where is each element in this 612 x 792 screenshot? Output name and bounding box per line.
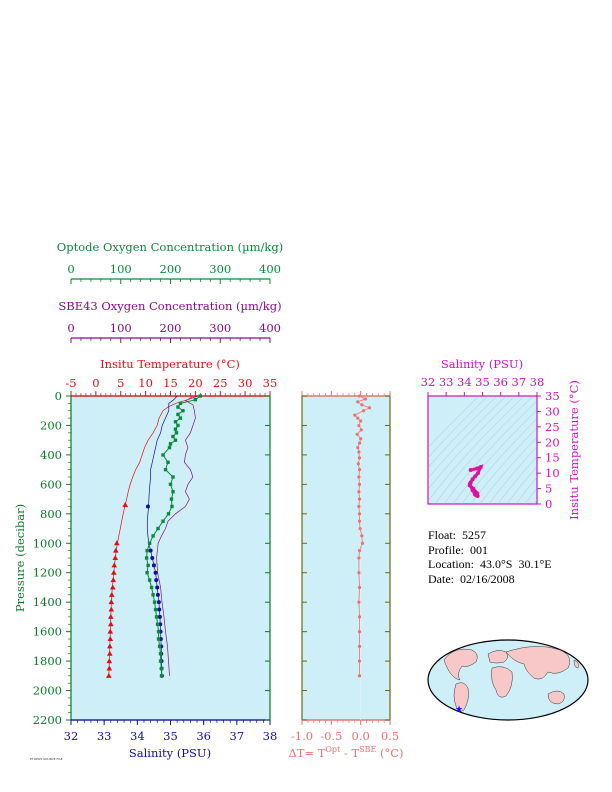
optode-oxygen-point [160,674,163,677]
optode-oxygen-point [157,630,160,633]
optode-oxygen-point [170,505,173,508]
delta-point [358,674,361,677]
temperature-tick-label: -5 [65,376,77,390]
ts-point [476,471,480,475]
salinity-tick-label: 35 [163,729,178,743]
delta-point [368,406,371,409]
pressure-tick-label: 800 [40,506,62,521]
optode-oxygen-point [170,497,173,500]
delta-point [356,400,359,403]
delta-point [358,442,361,445]
salinity-point [150,556,154,560]
optode-oxygen-point [155,615,158,618]
optode-oxygen-point [156,623,159,626]
optode-oxygen-point [160,667,163,670]
salinity-point [152,563,156,567]
optode-oxygen-point [171,490,174,493]
optode-oxygen-point [148,542,151,545]
optode-tick-label: 300 [209,262,232,276]
optode-oxygen-point [175,431,178,434]
sbe-oxygen-axis [58,299,281,343]
temperature-axis-title: Insitu Temperature (°C) [100,357,240,371]
optode-oxygen-point [171,435,174,438]
temperature-tick-label: 5 [117,376,125,390]
salinity-point [146,504,150,508]
salinity-tick-label: 34 [130,729,145,743]
delta-point [364,397,367,400]
ts-y-tick-label: 10 [545,466,560,481]
delta-point [360,428,363,431]
pressure-tick-label: 1200 [32,565,62,580]
delta-point [358,615,361,618]
ts-y-tick-label: 25 [545,419,560,434]
optode-oxygen-point [169,442,172,445]
optode-oxygen-point [158,645,161,648]
ts-x-tick-label: 32 [420,375,436,389]
optode-oxygen-point [151,534,154,537]
optode-oxygen-axis [57,240,283,284]
delta-point [358,394,361,397]
delta-tick-label: -0.5 [320,729,343,743]
delta-point [357,424,360,427]
delta-point [358,659,361,662]
optode-oxygen-point [169,483,172,486]
delta-point [358,468,361,471]
optode-tick-label: 100 [109,262,132,276]
ts-y-tick-label: 15 [545,450,560,465]
delta-point [360,403,363,406]
delta-axis-title: $\Delta T= T^{Opt} - T^{SBE}$ (°C) [288,745,404,760]
salinity-point [149,549,153,553]
temperature-tick-label: 15 [163,376,178,390]
ts-x-tick-label: 34 [457,375,472,389]
optode-oxygen-point [164,468,167,471]
ts-x-tick-label: 37 [511,375,527,389]
delta-point [358,586,361,589]
optode-oxygen-point [171,475,174,478]
delta-point [356,433,359,436]
ts-y-tick-label: 20 [545,435,560,450]
optode-oxygen-point [157,637,160,640]
pressure-tick-label: 200 [40,418,62,433]
temperature-tick-label: 30 [237,376,253,390]
delta-point [357,475,360,478]
delta-point [358,456,361,459]
ts-point [476,494,480,498]
optode-oxygen-point [176,405,179,408]
ts-point [475,467,479,471]
optode-oxygen-point [159,659,162,662]
delta-point [357,601,360,604]
salinity-tick-label: 38 [262,729,278,743]
salinity-point [156,593,160,597]
optode-oxygen-point [153,600,156,603]
optode-oxygen-point [148,578,151,581]
optode-oxygen-point [181,409,184,412]
ts-x-tick-label: 35 [475,375,490,389]
ts-x-tick-label: 38 [529,375,545,389]
salinity-tick-label: 37 [229,729,245,743]
pressure-tick-label: 600 [40,477,62,492]
pressure-tick-label: 1400 [32,595,62,610]
salinity-point [154,571,158,575]
salinity-tick-label: 32 [63,729,79,743]
ts-y-tick-label: 35 [545,389,560,403]
optode-oxygen-point [166,461,169,464]
delta-point [357,571,360,574]
location: Location: 43.0°S 30.1°E [428,557,552,571]
ts-point [473,474,477,478]
optode-tick-label: 0 [67,262,75,276]
ts-y-tick-label: 5 [545,481,553,496]
delta-plot-area [302,396,390,720]
map-source-note: ETOPO5 SOURCE FILE [30,757,63,761]
delta-point [357,556,360,559]
pressure-tick-label: 400 [40,447,62,462]
pressure-tick-label: 2000 [32,683,62,698]
world-map [428,640,588,720]
salinity-point [158,615,162,619]
ts-point [468,482,472,486]
optode-oxygen-point [174,420,177,423]
delta-point [357,490,360,493]
salinity-tick-label: 33 [96,729,112,743]
optode-oxygen-point [154,608,157,611]
optode-tick-label: 400 [259,262,281,276]
sbe-tick-label: 200 [159,321,182,335]
optode-oxygen-point [161,519,164,522]
delta-point [358,645,361,648]
temperature-tick-label: 10 [138,376,153,390]
delta-tick-label: 0.0 [351,729,370,743]
pressure-tick-label: 2200 [32,713,62,727]
sbe-tick-label: 300 [209,321,232,335]
sbe-axis-title: SBE43 Oxygen Concentration (µm/kg) [58,299,282,313]
delta-point [362,409,365,412]
float-id: Float: 5257 [428,528,487,542]
delta-point [358,549,361,552]
delta-point [358,520,361,523]
optode-oxygen-point [151,593,154,596]
optode-oxygen-point [179,402,182,405]
delta-point [356,446,359,449]
delta-point [359,437,362,440]
delta-point [360,534,363,537]
salinity-point [157,600,161,604]
profile-number: Profile: 001 [428,542,488,557]
optode-oxygen-point [161,453,164,456]
ts-x-tick-label: 33 [438,375,454,389]
ts-diagram [374,354,612,520]
ts-salinity-title: Salinity (PSU) [440,357,524,371]
optode-oxygen-point [168,446,171,449]
delta-point [356,416,359,419]
delta-point [358,497,361,500]
optode-oxygen-point [199,394,202,397]
delta-point [359,419,362,422]
optode-oxygen-point [145,549,148,552]
ts-y-tick-label: 30 [545,404,560,419]
delta-point [357,505,360,508]
ts-point [479,465,483,469]
optode-oxygen-point [174,438,177,441]
delta-point [358,527,361,530]
delta-point [358,483,361,486]
salinity-axis-title: Salinity (PSU) [128,746,212,760]
delta-point [358,630,361,633]
temperature-tick-label: 35 [262,376,278,390]
delta-point [357,450,360,453]
optode-oxygen-point [176,413,179,416]
pressure-axis-title: Pressure (decibar) [13,503,27,613]
temperature-tick-label: 25 [212,376,228,390]
pressure-tick-label: 1000 [32,536,62,551]
optode-oxygen-point [145,556,148,559]
salinity-point [157,608,161,612]
optode-oxygen-point [174,427,177,430]
sbe-tick-label: 400 [259,321,281,335]
temperature-tick-label: 20 [188,376,203,390]
sbe-tick-label: 100 [109,321,132,335]
temperature-tick-label: 0 [92,376,100,390]
optode-axis-title: Optode Oxygen Concentration (µm/kg) [56,240,284,254]
ts-point [471,488,475,492]
salinity-point [155,585,159,589]
pressure-tick-label: 1600 [32,624,62,639]
optode-oxygen-point [194,398,197,401]
optode-oxygen-point [156,527,159,530]
optode-oxygen-point [176,424,179,427]
pressure-tick-label: 0 [54,389,62,403]
delta-point [358,512,361,515]
delta-point [357,462,360,465]
optode-oxygen-point [167,512,170,515]
ts-y-tick-label: 0 [545,497,553,511]
optode-oxygen-point [179,416,182,419]
optode-oxygen-point [159,652,162,655]
date: Date: 02/16/2008 [428,571,515,586]
ts-plot-area [428,396,537,504]
optode-oxygen-point [145,571,148,574]
delta-tick-label: 0.5 [380,729,400,743]
float-info [428,528,552,586]
salinity-tick-label: 36 [196,729,211,743]
ts-isopycnal [554,354,612,514]
optode-oxygen-point [150,586,153,589]
optode-tick-label: 200 [159,262,182,276]
pressure-tick-label: 1800 [32,654,62,669]
sbe-tick-label: 0 [67,321,75,335]
delta-tick-label: -1.0 [290,729,314,743]
optode-oxygen-point [146,564,149,567]
float-location-marker: ★ [455,705,464,715]
ts-temperature-title: Insitu Temperature (°C) [567,380,581,520]
delta-point [361,542,364,545]
delta-point [353,414,356,417]
delta-temperature-plot [288,391,403,760]
ts-point [469,468,473,472]
ts-x-tick-label: 36 [493,375,508,389]
main-profile-plot [13,376,277,760]
salinity-point [154,578,158,582]
